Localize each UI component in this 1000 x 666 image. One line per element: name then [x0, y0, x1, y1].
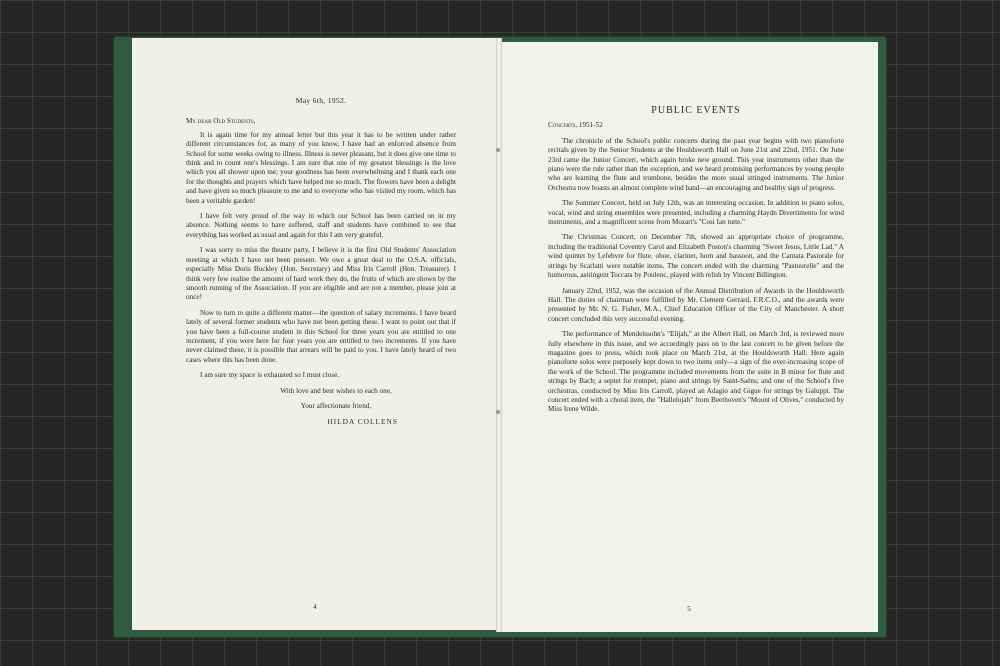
page-number-right: 5: [687, 604, 691, 613]
section-title: PUBLIC EVENTS: [651, 105, 741, 116]
letter-salutation: My dear Old Students,: [186, 117, 256, 126]
article-paragraph: The chronicle of the School's public concerts during the past year begins with two pianoforte recitals given by the Senior Students at the Houldsworth Hall on June 21st and 22nd, 1951. On June 23rd came the Junior Concert, which again broke new ground. This year instruments other than the piano were the rule rather than the exception, and we heard promising performances by young people who are learning the flute and trombone, besides the more usual stringed instruments. The Junior Orchestra now boasts an almost complete wind band—an encouraging and healthy sign of progress.: [548, 136, 844, 192]
staple: [496, 148, 500, 152]
article-paragraph: The Christmas Concert, on December 7th, showed an appropriate choice of programme, including the traditional Coventry Carol and Elizabeth Poston's charming "Sweet Jesus, Little Lad." A wind quintet by Lefebvre for flute, oboe, clarinet, horn and bassoon, and the Cantata Pastorale for strings by Scarlatti were notable items. The concert ended with the charming "Pastourelle" and the humorous, astringent Toccata by Poulenc, played with relish by Vincent Billington.: [548, 233, 844, 280]
article-paragraph: The Summer Concert, held on July 12th, was an interesting occasion. In addition to piano solos, vocal, wind and string ensembles were presented, including a charming Haydn Divertimento for wind instruments, and a magnificent scene from Mozart's "Cosi fan tutte.": [548, 199, 844, 227]
page-number-left: 4: [313, 602, 317, 611]
letter-signature: HILDA COLLENS: [327, 417, 398, 427]
booklet-spine: [496, 38, 502, 632]
article-paragraph: January 22nd, 1952, was the occasion of the Annual Distribution of Awards in the Houldsworth Hall. The duties of chairman were fulfilled by Mr. Clement Gerrard, F.R.C.O., and the awards were presented by Mr. N. G. Fisher, M.A., Chief Education Officer of the City of Manchester. A short concert concluded this very successful evening.: [548, 286, 844, 323]
letter-paragraph: I was sorry to miss the theatre party, I believe it is the first Old Students' Association meeting at which I have not been present. We owe a great deal to the O.S.A. officials, especially Miss Doris Buckley (Hon. Secretary) and Miss Iris Carroll (Hon. Treasurer). I think very few realise the amount of hard work they do, the fruits of which are shown by the smooth running of the Association. If you are eligible and are not a member, please join at once!: [186, 246, 456, 302]
section-heading: Concerts, 1951-52: [548, 121, 603, 130]
letter-paragraph: Now to turn to quite a different matter—the question of salary increments. I have heard lately of several former students who have not been getting these. I want to point out that if you have been a full-course student in this School for three years you are entitled to one increment, if you were here for four years you are entitled to two increments. If you have never claimed these, it is possible that arrears will be paid to you. I have lately heard of two cases where this has been done.: [186, 308, 456, 364]
staple: [496, 410, 500, 414]
right-page: [500, 42, 878, 632]
letter-closing: I am sure my space is exhausted so I must close.: [200, 371, 340, 380]
letter-wishes: With love and best wishes to each one,: [280, 386, 392, 395]
letter-paragraph: I have felt very proud of the way in which our School has been carried on in my absence. Nothing seems to have suffered, staff and students have combined to see that everything has worked as usual and again for this I am very grateful.: [186, 212, 456, 239]
article-paragraph: The performance of Mendelssohn's "Elijah," at the Albert Hall, on March 3rd, is reviewed more fully elsewhere in this issue, and we accordingly pass on to the last concert to be given before the magazine goes to press, which took place on March 21st, at the Houldsworth Hall. Here again pianoforte solos were purposely kept down to two items only—a sign of the ever-increasing scope of the work of the School. The programme included movements from the suite in B minor for flute and strings by Bach; a septet for trumpet, piano and strings by Saint-Saëns; and one of the School's five orchestras, conducted by Miss Iris Carroll, played an Adagio and Gigue for strings by Galuppi. The concert ended with a choral item, the "Hallelujah" from Beethoven's "Mount of Olives," conducted by Miss Irene Wilde.: [548, 330, 844, 414]
letter-valediction: Your affectionate friend,: [300, 401, 372, 410]
letter-date: May 6th, 1952.: [295, 96, 347, 105]
left-page: [132, 38, 498, 630]
letter-paragraph: It is again time for my annual letter but this year it has to be written under rather different circumstances for, as many of you know, I have had an enforced absence from School for some weeks owing to illness. Illness is never pleasant, but it does give one time to think and to count one's blessings. I am sure that one of my greatest blessings is the love which you all shower upon me; your goodness has been overwhelming and I thank each one for the thoughts and prayers which have helped me so much. The flowers have been a delight and have given so much pleasure to me and to everyone who has visited my room, which has been a veritable garden!: [186, 130, 456, 205]
